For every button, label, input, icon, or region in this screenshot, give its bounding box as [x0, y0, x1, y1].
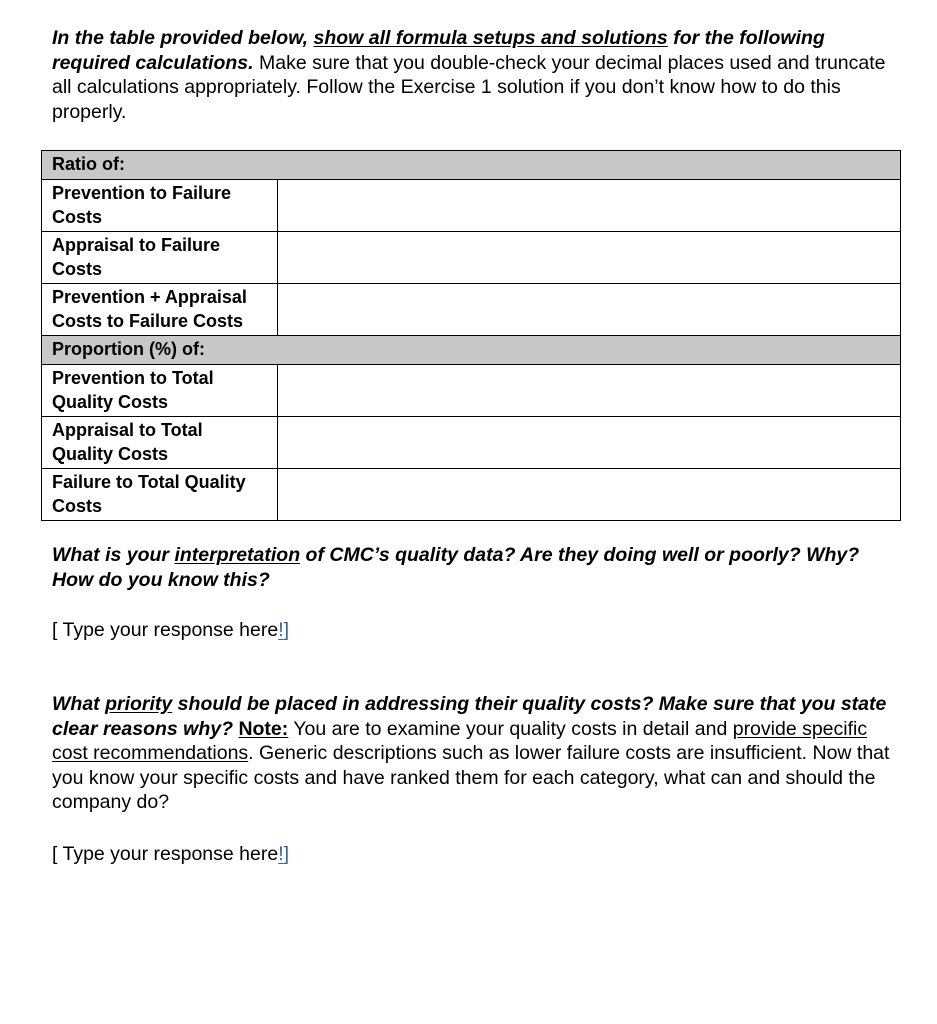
- section-header-proportion: Proportion (%) of:: [42, 336, 901, 365]
- row-label: Prevention to Failure Costs: [42, 180, 278, 232]
- row-label: Failure to Total Quality Costs: [42, 469, 278, 521]
- interpretation-question: [52, 543, 902, 592]
- question2-post: should be placed in addressing their quality costs? Make sure that you state clear reasons why?: [52, 693, 887, 740]
- instructions-body: Make sure that you double-check your decimal places used and truncate all calculations appropriately. Follow the Exercise 1 solution if you don’t know how to do this properly.: [52, 51, 886, 123]
- table-row: [42, 232, 901, 284]
- note-text-b: . Generic descriptions such as lower failure costs are insufficient. Now that you know your specific costs and have ranked them for each category, what can and should the company do?: [52, 742, 890, 813]
- row-label: Appraisal to Failure Costs: [42, 232, 278, 284]
- priority-question: [52, 692, 902, 815]
- response-placeholder-1[interactable]: [52, 618, 902, 643]
- note-link: provide specific cost recommendations: [52, 717, 868, 764]
- calculation-table: [41, 150, 901, 521]
- question2-pre: What: [52, 693, 106, 715]
- response2-close: ]: [283, 843, 290, 865]
- table-row: [42, 180, 901, 232]
- question2-underlined: priority: [105, 693, 173, 715]
- response-placeholder-2[interactable]: [52, 842, 902, 867]
- instructions-paragraph: [52, 26, 902, 124]
- table-row: [42, 417, 901, 469]
- question1-underlined: interpretation: [174, 544, 301, 566]
- answer-cell[interactable]: [278, 232, 901, 284]
- question1-pre: What is your: [52, 544, 175, 566]
- response1-close: ]: [283, 619, 290, 641]
- response2-text: [ Type your response here: [52, 843, 279, 865]
- table-row: [42, 469, 901, 521]
- question1-post: of CMC’s quality data? Are they doing well or poorly? Why? How do you know this?: [52, 544, 860, 591]
- note-label: Note:: [238, 717, 289, 740]
- answer-cell[interactable]: [278, 469, 901, 521]
- table-row: [42, 284, 901, 336]
- row-label: Prevention + Appraisal Costs to Failure Costs: [42, 284, 278, 336]
- instructions-lead-end: for the following required calculations.: [52, 27, 825, 74]
- answer-cell[interactable]: [278, 284, 901, 336]
- response1-text: [ Type your response here: [52, 619, 279, 641]
- table-section-header: [42, 336, 901, 365]
- answer-cell[interactable]: [278, 365, 901, 417]
- answer-cell[interactable]: [278, 417, 901, 469]
- response2-comment-marker[interactable]: !: [278, 843, 284, 865]
- row-label: Prevention to Total Quality Costs: [42, 365, 278, 417]
- answer-cell[interactable]: [278, 180, 901, 232]
- section-header-ratio: Ratio of:: [42, 151, 901, 180]
- instructions-emphasis: show all formula setups and solutions: [313, 27, 668, 49]
- note-text-a: You are to examine your quality costs in detail and: [288, 717, 733, 740]
- row-label: Appraisal to Total Quality Costs: [42, 417, 278, 469]
- response1-comment-marker[interactable]: !: [278, 619, 284, 641]
- instructions-lead: In the table provided below,: [52, 27, 309, 49]
- table-row: [42, 365, 901, 417]
- table-section-header: [42, 151, 901, 180]
